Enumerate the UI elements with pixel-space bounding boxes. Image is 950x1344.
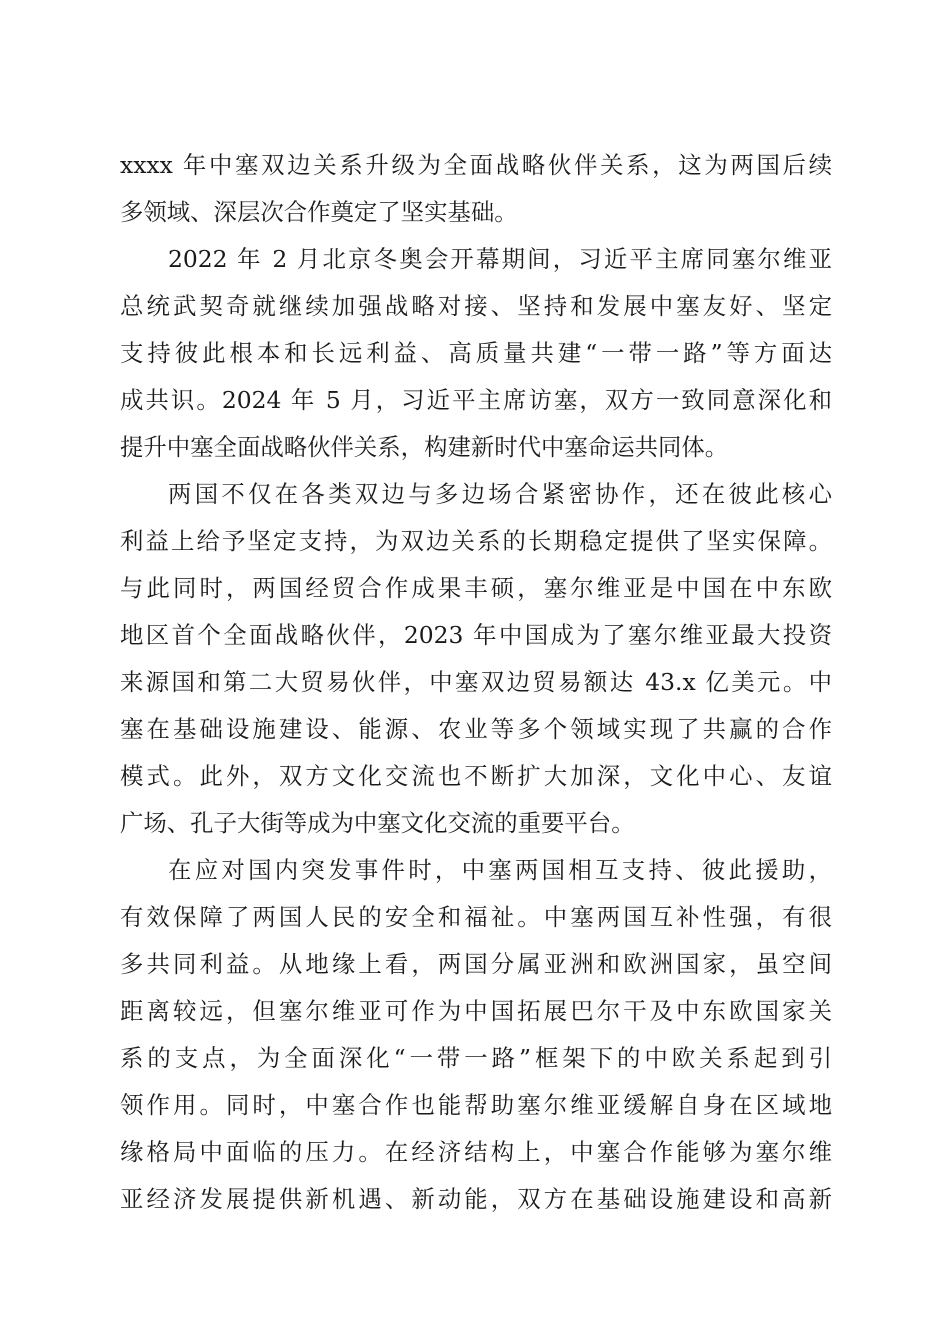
text-line: 2022 年 2 月北京冬奥会开幕期间，习近平主席同塞尔维亚 — [168, 245, 832, 273]
text-line: 地区首个全面战略伙伴，2023 年中国成为了塞尔维亚最大投资 — [120, 621, 832, 649]
paragraph-3 — [120, 471, 832, 847]
text-line: 支持彼此根本和长远利益、高质量共建“一带一路”等方面达 — [120, 339, 832, 367]
text-line: 系的支点，为全面深化“一带一路”框架下的中欧关系起到引 — [120, 1044, 832, 1072]
document-body — [120, 142, 832, 1223]
paragraph-2 — [120, 236, 832, 471]
text-line: 总统武契奇就继续加强战略对接、坚持和发展中塞友好、坚定 — [120, 292, 832, 320]
text-line: 亚经济发展提供新机遇、新动能，双方在基础设施建设和高新 — [120, 1185, 832, 1213]
text-line: 距离较远，但塞尔维亚可作为中国拓展巴尔干及中东欧国家关 — [120, 997, 832, 1025]
text-line: 多领域、深层次合作奠定了坚实基础。 — [120, 198, 518, 226]
text-line: 模式。此外，双方文化交流也不断扩大加深，文化中心、友谊 — [120, 762, 832, 790]
text-line: 利益上给予坚定支持，为双边关系的长期稳定提供了坚实保障。 — [120, 527, 832, 555]
text-line: 提升中塞全面战略伙伴关系，构建新时代中塞命运共同体。 — [120, 433, 729, 461]
text-line: 领作用。同时，中塞合作也能帮助塞尔维亚缓解自身在区域地 — [120, 1091, 832, 1119]
text-line: 成共识。2024 年 5 月，习近平主席访塞，双方一致同意深化和 — [120, 386, 832, 414]
paragraph-4 — [120, 847, 832, 1223]
text-line: 与此同时，两国经贸合作成果丰硕，塞尔维亚是中国在中东欧 — [120, 574, 832, 602]
text-line: xxxx 年中塞双边关系升级为全面战略伙伴关系，这为两国后续 — [120, 151, 832, 179]
text-line: 来源国和第二大贸易伙伴，中塞双边贸易额达 43.x 亿美元。中 — [120, 668, 832, 696]
text-line: 在应对国内突发事件时，中塞两国相互支持、彼此援助， — [168, 856, 832, 884]
text-line: 有效保障了两国人民的安全和福祉。中塞两国互补性强，有很 — [120, 903, 832, 931]
text-line: 塞在基础设施建设、能源、农业等多个领域实现了共赢的合作 — [120, 715, 832, 743]
text-line: 广场、孔子大街等成为中塞文化交流的重要平台。 — [120, 809, 635, 837]
text-line: 两国不仅在各类双边与多边场合紧密协作，还在彼此核心 — [168, 480, 832, 508]
text-line: 缘格局中面临的压力。在经济结构上，中塞合作能够为塞尔维 — [120, 1138, 832, 1166]
text-line: 多共同利益。从地缘上看，两国分属亚洲和欧洲国家，虽空间 — [120, 950, 832, 978]
paragraph-1 — [120, 142, 832, 236]
